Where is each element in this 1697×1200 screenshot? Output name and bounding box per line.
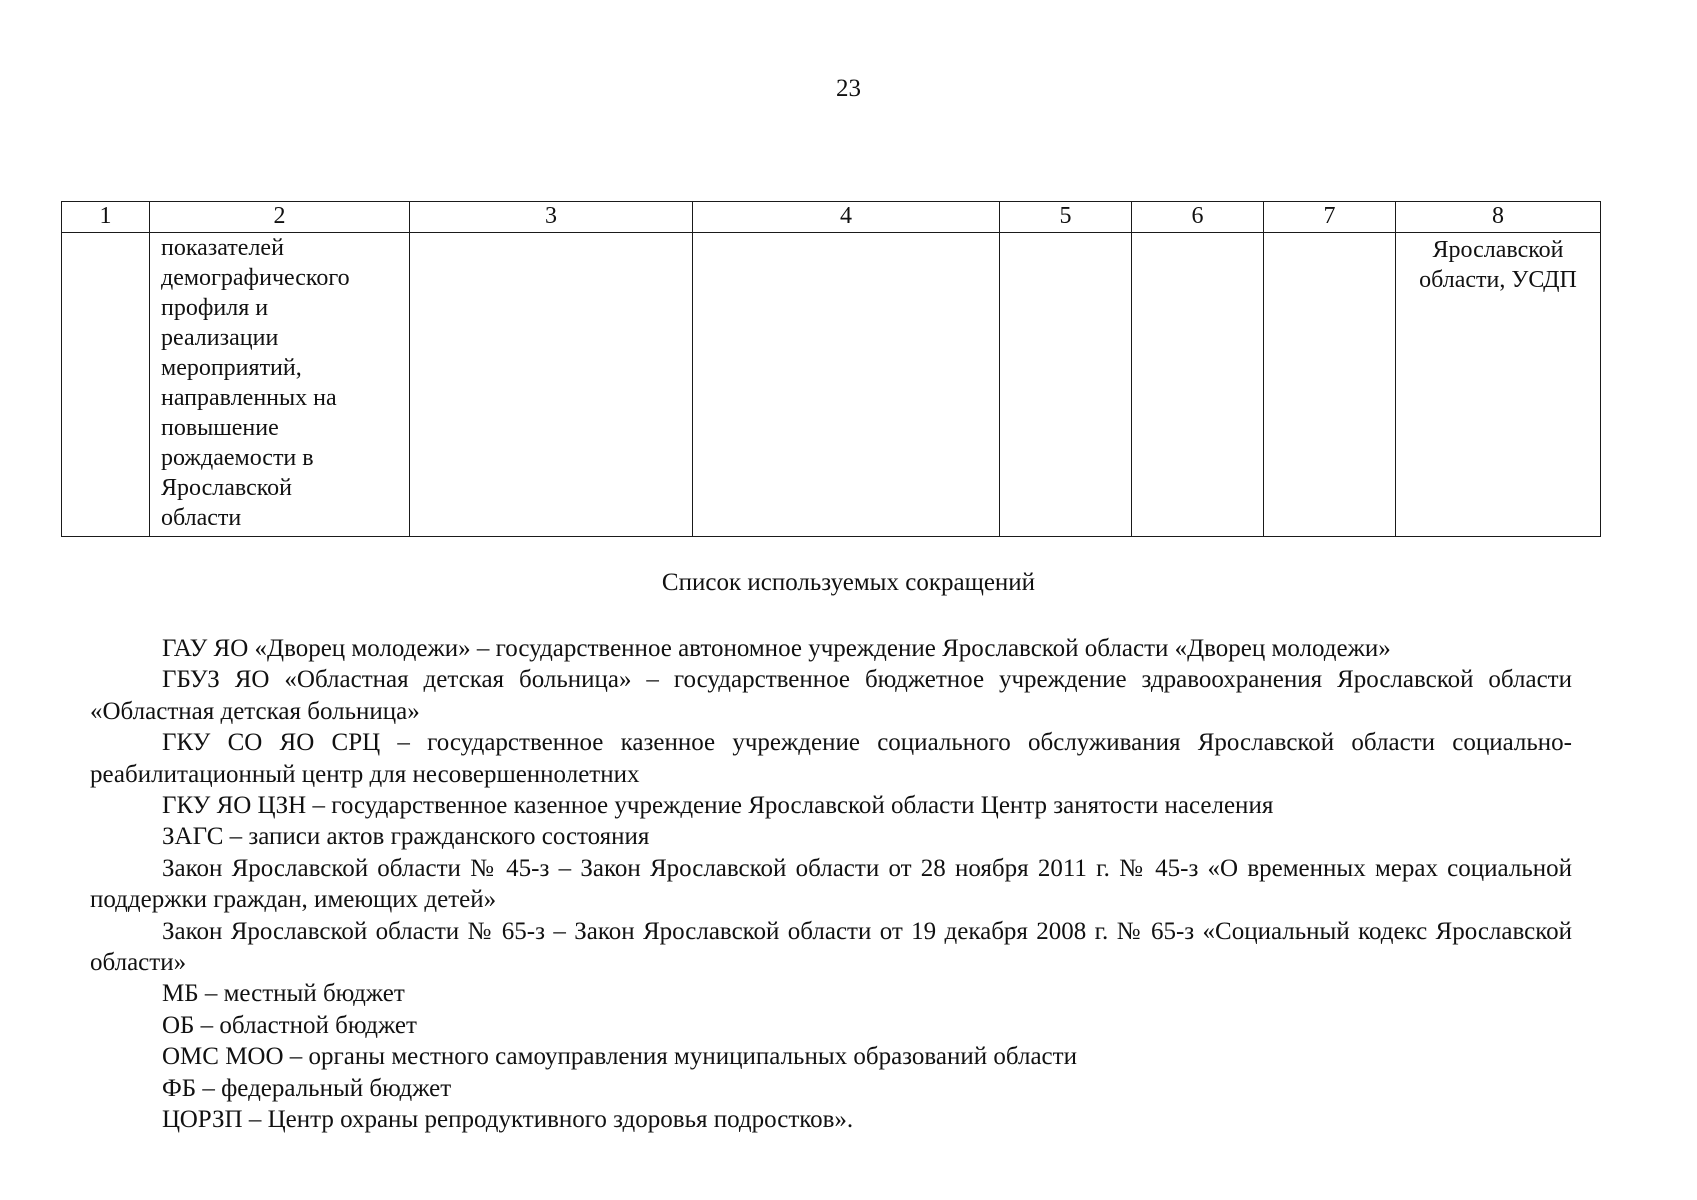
- table-cell-col6: [1132, 233, 1264, 537]
- table-cell-col1: [62, 233, 150, 537]
- column-header-8: 8: [1396, 202, 1601, 233]
- table-header-row: [62, 202, 1601, 233]
- column-header-7: 7: [1264, 202, 1396, 233]
- page-number: 23: [836, 75, 861, 102]
- column-header-2: 2: [150, 202, 410, 233]
- column-header-5: 5: [1000, 202, 1132, 233]
- continuation-table: [61, 201, 1601, 537]
- table-cell-col8: Ярославской области, УСДП: [1396, 233, 1601, 537]
- table-row: [62, 233, 1601, 537]
- table-cell-col7: [1264, 233, 1396, 537]
- column-header-4: 4: [693, 202, 1000, 233]
- table-cell-col5: [1000, 233, 1132, 537]
- table-cell-col4: [693, 233, 1000, 537]
- column-header-3: 3: [410, 202, 693, 233]
- abbreviation-item: ОМС МОО – органы местного самоуправления муниципальных образований области: [162, 1043, 1077, 1071]
- abbreviation-item: МБ – местный бюджет: [162, 980, 405, 1008]
- column-header-6: 6: [1132, 202, 1264, 233]
- abbreviation-item: Закон Ярославской области № 65-з – Закон Ярославской области от 19 декабря 2008 г. № 65-з «Социальный кодекс Ярославской области»: [90, 917, 1572, 977]
- abbreviation-item: ФБ – федеральный бюджет: [162, 1074, 452, 1102]
- table-cell-col2: показателей демографического профиля и реализации мероприятий, направленных на повышение рождаемости в Ярославской области: [150, 233, 410, 537]
- column-header-1: 1: [62, 202, 150, 233]
- abbreviations-title: Список используемых сокращений: [661, 569, 1036, 596]
- abbreviation-item: ГАУ ЯО «Дворец молодежи» – государственное автономное учреждение Ярославской области «Дворец молодежи»: [162, 635, 1391, 662]
- abbreviation-item: ЦОРЗП – Центр охраны репродуктивного здоровья подростков».: [162, 1106, 854, 1134]
- abbreviation-item: ГКУ СО ЯО СРЦ – государственное казенное учреждение социального обслуживания Ярославской области социально-реабилитационный центр для несовершеннолетних: [90, 729, 1572, 788]
- abbreviation-item: ГБУЗ ЯО «Областная детская больница» – государственное бюджетное учреждение здравоохранения Ярославской области «Областная детская больница»: [90, 666, 1572, 725]
- abbreviation-item: ГКУ ЯО ЦЗН – государственное казенное учреждение Ярославской области Центр занятости населения: [162, 792, 1274, 820]
- abbreviation-item: ОБ – областной бюджет: [162, 1011, 417, 1039]
- table-cell-col3: [410, 233, 693, 537]
- abbreviation-item: Закон Ярославской области № 45-з – Закон Ярославской области от 28 ноября 2011 г. № 45-з «О временных мерах социальной поддержки граждан, имеющих детей»: [90, 854, 1572, 914]
- abbreviation-item: ЗАГС – записи актов гражданского состояния: [162, 823, 650, 851]
- abbreviations-list: [90, 633, 1572, 1136]
